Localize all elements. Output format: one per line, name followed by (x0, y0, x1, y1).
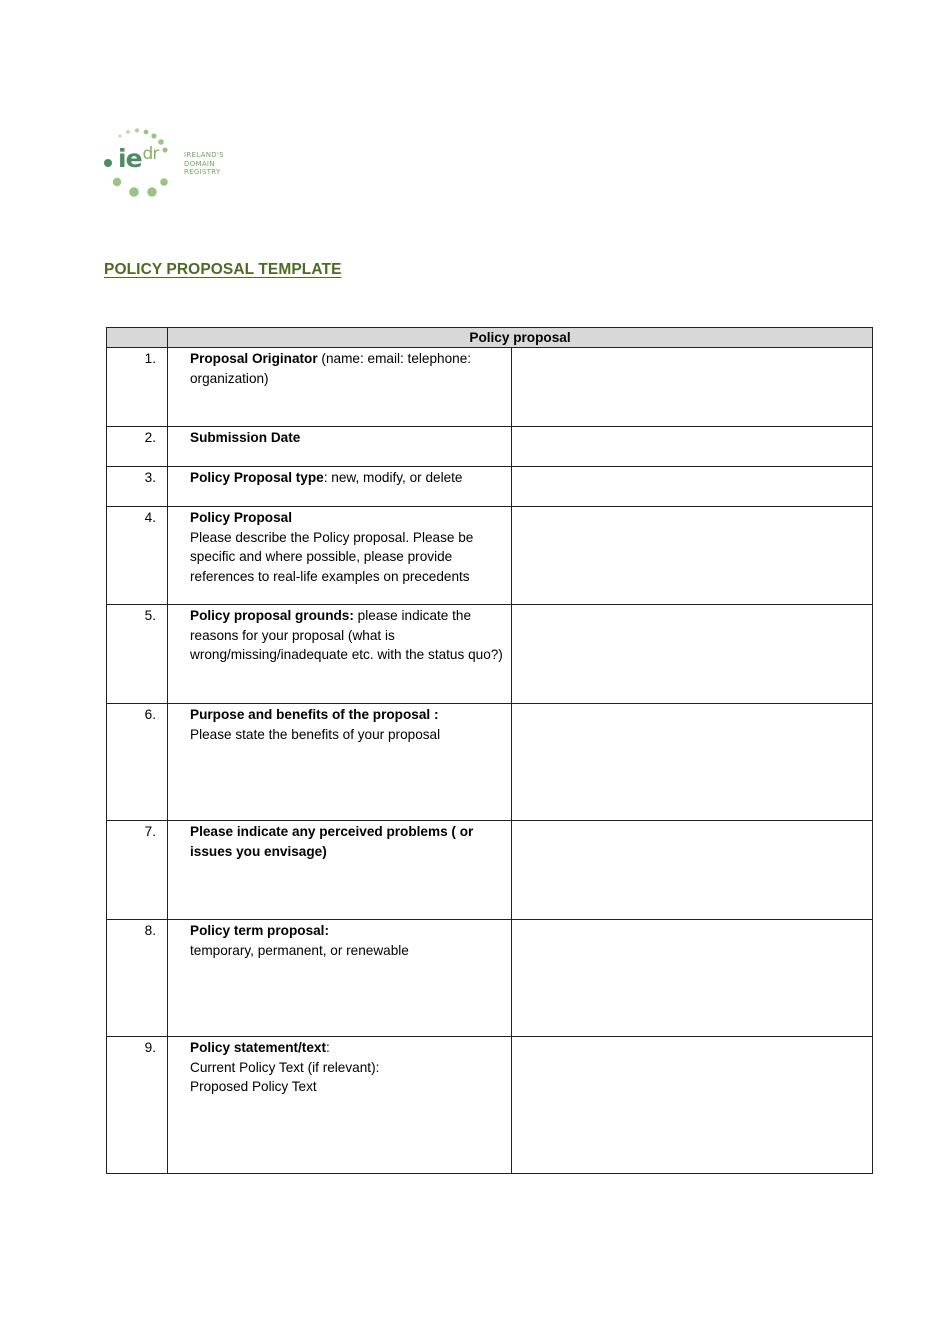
row-number: 5. (107, 605, 168, 704)
table-row (107, 821, 873, 920)
answer-cell[interactable] (512, 920, 873, 1037)
row-label-line: Please state the benefits of your proposal (190, 726, 441, 742)
logo-tagline: IRELAND'S DOMAIN REGISTRY (184, 151, 224, 176)
answer-cell[interactable] (512, 427, 873, 467)
table-row (107, 1037, 873, 1174)
row-label-text: : (325, 1040, 330, 1055)
row-label-text: (name: email: telephone: organization) (190, 351, 472, 386)
row-number: 9. (107, 1037, 168, 1174)
table-row (107, 920, 873, 1037)
answer-cell[interactable] (512, 605, 873, 704)
answer-cell[interactable] (512, 507, 873, 605)
header-blank-cell (107, 328, 168, 348)
row-label (168, 507, 512, 605)
answer-cell[interactable] (512, 704, 873, 821)
table-row (107, 507, 873, 605)
row-label-bold: Proposal Originator (190, 351, 318, 366)
row-label-bold: Policy proposal grounds: (190, 608, 354, 623)
answer-cell[interactable] (512, 467, 873, 507)
answer-cell[interactable] (512, 348, 873, 427)
table-row (107, 427, 873, 467)
row-label (168, 704, 512, 821)
row-label-bold: Policy term proposal: (190, 923, 329, 938)
answer-cell[interactable] (512, 821, 873, 920)
row-label-text: : new, modify, or delete (323, 470, 463, 485)
row-label-bold: Please indicate any perceived problems ( or issues you envisage) (190, 824, 474, 859)
table-row (107, 704, 873, 821)
table-row (107, 467, 873, 507)
row-label-bold: Purpose and benefits of the proposal : (190, 707, 439, 722)
logo-wordmark: $ie^{dr}$ (118, 144, 159, 173)
row-number: 3. (107, 467, 168, 507)
row-label (168, 467, 512, 507)
row-number: 7. (107, 821, 168, 920)
table-row (107, 605, 873, 704)
row-label (168, 1037, 512, 1174)
row-number: 1. (107, 348, 168, 427)
page-title: POLICY PROPOSAL TEMPLATE (104, 261, 342, 278)
row-number: 6. (107, 704, 168, 821)
iedr-logo (100, 124, 240, 204)
row-label-line: Proposed Policy Text (190, 1079, 317, 1094)
row-label-line: Please describe the Policy proposal. Please be specific and where possible, please provide references to real-life examples on precedents (190, 529, 474, 584)
row-label-line: temporary, permanent, or renewable (190, 942, 409, 958)
row-label-bold: Policy Proposal (190, 510, 292, 525)
row-label (168, 821, 512, 920)
row-label-text: please indicate the reasons for your proposal (what is wrong/missing/inadequate etc. with the status quo?) (190, 608, 503, 662)
row-number: 8. (107, 920, 168, 1037)
table-header-row (107, 328, 873, 348)
policy-proposal-table (106, 327, 873, 1174)
row-label-line: Current Policy Text (if relevant): (190, 1059, 380, 1075)
table-header: Policy proposal (168, 328, 873, 348)
row-label (168, 605, 512, 704)
row-label (168, 427, 512, 467)
row-number: 2. (107, 427, 168, 467)
row-label (168, 920, 512, 1037)
table-row (107, 348, 873, 427)
row-label-bold: Policy statement/text (190, 1040, 326, 1055)
row-label-bold: Policy Proposal type (190, 470, 324, 485)
row-label (168, 348, 512, 427)
row-label-bold: Submission Date (190, 430, 301, 445)
answer-cell[interactable] (512, 1037, 873, 1174)
row-number: 4. (107, 507, 168, 605)
